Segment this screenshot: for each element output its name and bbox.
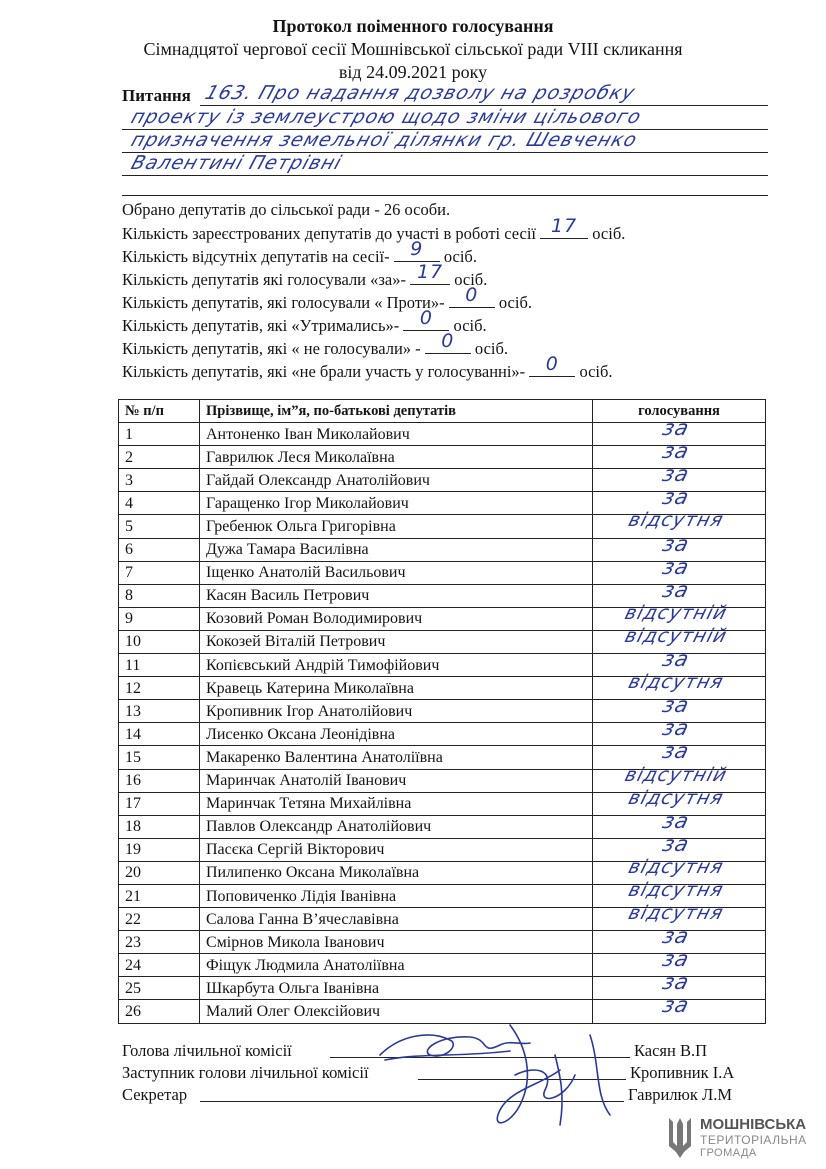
stat-label: Кількість депутатів які голосували «за»- [122, 270, 406, 289]
row-number: 12 [119, 677, 200, 700]
deputy-name: Лисенко Оксана Леонідівна [200, 723, 593, 746]
stat-registered [122, 215, 626, 244]
stat-label: Кількість відсутніх депутатів на сесії- [122, 247, 390, 266]
vote-handwritten: за [659, 577, 693, 602]
stat-voted-for [122, 261, 625, 290]
stat-value-field [540, 215, 588, 239]
row-number: 18 [119, 815, 200, 838]
vote-handwritten: відсутня [626, 902, 727, 925]
topic-handwritten-line-4: Валентині Петрівні [128, 152, 345, 174]
community-logo [666, 1116, 816, 1162]
vote-handwritten: за [659, 947, 693, 972]
row-number: 2 [119, 446, 200, 469]
topic-handwritten-line-1: 163. Про надання дозволу на розробку [202, 82, 639, 104]
trident-icon [666, 1116, 694, 1160]
vote-handwritten: за [659, 531, 693, 556]
deputy-name: Гаращенко Ігор Миколайович [200, 492, 593, 515]
row-number: 11 [119, 654, 200, 677]
vote-handwritten: за [659, 808, 693, 833]
topic-label: Питання [122, 86, 191, 105]
table-body [119, 416, 766, 1023]
chair-role: Голова лічильної комісії [122, 1041, 292, 1060]
vote-handwritten: за [659, 970, 693, 995]
row-number: 20 [119, 861, 200, 884]
deputy-name: Кропивник Ігор Анатолійович [200, 700, 593, 723]
vote-handwritten: за [659, 993, 693, 1018]
secretary-name: Гаврилюк Л.М [628, 1085, 733, 1104]
topic-handwritten-line-3: призначення земельної ділянки гр. Шевченко [128, 129, 641, 151]
stat-value: 9 [410, 238, 424, 260]
stat-value: 0 [465, 284, 479, 306]
column-header-name: Прізвище, ім”я, по-батькові депутатів [200, 400, 593, 423]
vote-handwritten: відсутня [626, 855, 727, 878]
stat-value: 17 [417, 261, 444, 283]
logo-line-2: ТЕРИТОРІАЛЬНА [700, 1133, 807, 1147]
row-number: 9 [119, 607, 200, 630]
topic-underline-5 [122, 195, 768, 196]
vote-handwritten: за [659, 716, 693, 741]
row-number: 15 [119, 746, 200, 769]
stat-value: 0 [545, 353, 559, 375]
row-number: 6 [119, 538, 200, 561]
document-title: Протокол поіменного голосування [272, 16, 554, 36]
deputy-name: Гаврилюк Леся Миколаївна [200, 446, 593, 469]
row-number: 5 [119, 515, 200, 538]
deputy-name: Макаренко Валентина Анатоліївна [200, 746, 593, 769]
vote-handwritten: відсутній [622, 601, 730, 624]
deputy-name: Пилипенко Оксана Миколаївна [200, 861, 593, 884]
stat-value-field [403, 307, 449, 331]
stat-value: 0 [419, 307, 433, 329]
vote-handwritten: за [659, 462, 693, 487]
deputy-name: Павлов Олександр Анатолійович [200, 815, 593, 838]
vote-handwritten: відсутній [622, 624, 730, 647]
deputy-name: Гребенюк Ольга Григорівна [200, 515, 593, 538]
deputy-name: Поповиченко Лідія Іванівна [200, 884, 593, 907]
deputy-name: Касян Василь Петрович [200, 584, 593, 607]
vote-handwritten: за [659, 416, 693, 441]
deputy-name: Копієвський Андрій Тимофійович [200, 654, 593, 677]
row-number: 7 [119, 561, 200, 584]
vote-handwritten: за [659, 693, 693, 718]
row-number: 13 [119, 700, 200, 723]
deputy-name: Шкарбута Ольга Іванівна [200, 977, 593, 1000]
row-number: 1 [119, 423, 200, 446]
column-header-number: № п/п [119, 400, 200, 423]
vote-statistics [122, 198, 625, 382]
stat-label: Кількість депутатів, які голосували « Проти»- [122, 293, 445, 312]
vote-handwritten: за [659, 554, 693, 579]
vote-handwritten: за [659, 739, 693, 764]
vote-handwritten: відсутня [626, 671, 727, 694]
deputy-name: Салова Ганна В’ячеславівна [200, 908, 593, 931]
stat-not-participated [122, 353, 625, 382]
row-number: 26 [119, 1000, 200, 1023]
stat-value: 17 [551, 215, 578, 237]
row-number: 8 [119, 584, 200, 607]
vote-handwritten: за [659, 647, 693, 672]
row-number: 3 [119, 469, 200, 492]
vote-handwritten: відсутня [626, 786, 727, 809]
vote-handwritten: відсутня [626, 509, 727, 532]
deputy-name: Антоненко Іван Миколайович [200, 423, 593, 446]
row-number: 22 [119, 908, 200, 931]
row-number: 23 [119, 931, 200, 954]
row-number: 4 [119, 492, 200, 515]
deputy-name: Пасєка Сергій Вікторович [200, 838, 593, 861]
deputy-name: Кравець Катерина Миколаївна [200, 677, 593, 700]
stat-unit: осіб. [443, 247, 477, 266]
vote-handwritten: відсутній [622, 763, 730, 786]
stat-label: Кількість депутатів, які «не брали участь у голосуванні»- [122, 362, 526, 381]
stat-voted-against [122, 284, 625, 313]
stat-value: 0 [441, 330, 455, 352]
chair-name: Касян В.П [634, 1041, 708, 1060]
deputy-name: Гайдай Олександр Анатолійович [200, 469, 593, 492]
vote-handwritten: відсутня [626, 878, 727, 901]
stat-label: Кількість депутатів, які « не голосували» - [122, 339, 421, 358]
row-number: 25 [119, 977, 200, 1000]
stat-unit: осіб. [454, 270, 488, 289]
stat-value-field [425, 330, 471, 354]
deputy-role: Заступник голови лічильної комісії [122, 1063, 369, 1082]
secretary-role: Секретар [122, 1085, 188, 1104]
stat-value-field [394, 238, 440, 262]
deputy-name: Козовий Роман Володимирович [200, 607, 593, 630]
deputy-name: Маринчак Тетяна Михайлівна [200, 792, 593, 815]
stat-unit: осіб. [453, 316, 487, 335]
topic-handwritten-line-2: проекту із землеустрою щодо зміни цільового [128, 106, 645, 128]
handwritten-signatures [360, 1015, 640, 1140]
stat-value-field [410, 261, 450, 285]
document-subtitle: Сімнадцятої чергової сесії Мошнівської сільської ради VIII скликання [143, 39, 683, 59]
stat-absent [122, 238, 625, 267]
column-header-vote: голосування [593, 400, 766, 423]
stat-label: Кількість зареєстрованих депутатів до участі в роботі сесії [122, 224, 537, 243]
stat-abstained [122, 307, 625, 336]
stat-unit: осіб. [592, 224, 626, 243]
deputy-name: Дужа Тамара Василівна [200, 538, 593, 561]
row-number: 14 [119, 723, 200, 746]
deputy-name: Малий Олег Олексійович [200, 1000, 593, 1023]
deputy-name: Кропивник І.А [630, 1063, 735, 1082]
roll-call-table [118, 399, 766, 1024]
stat-unit: осіб. [579, 362, 613, 381]
row-number: 24 [119, 954, 200, 977]
vote-handwritten: за [659, 485, 693, 510]
vote-handwritten: за [659, 924, 693, 949]
logo-line-1: МОШНІВСЬКА [700, 1116, 807, 1133]
deputy-name: Іщенко Анатолій Васильович [200, 561, 593, 584]
deputy-name: Кокозей Віталій Петрович [200, 630, 593, 653]
row-number: 21 [119, 884, 200, 907]
topic-underline-4 [122, 175, 768, 176]
deputy-name: Смірнов Микола Іванович [200, 931, 593, 954]
logo-line-3: ГРОМАДА [700, 1147, 757, 1159]
row-number: 19 [119, 838, 200, 861]
stat-value-field [529, 353, 575, 377]
deputy-name: Фіщук Людмила Анатоліївна [200, 954, 593, 977]
stat-unit: осіб. [498, 293, 532, 312]
deputy-name: Маринчак Анатолій Іванович [200, 769, 593, 792]
stat-label: Кількість депутатів, які «Утримались»- [122, 316, 400, 335]
stat-value-field [449, 284, 495, 308]
row-number: 10 [119, 630, 200, 653]
row-number: 17 [119, 792, 200, 815]
stat-elected: Обрано депутатів до сільської ради - 26 особи. [122, 200, 451, 219]
vote-handwritten: за [659, 831, 693, 856]
document-date: від 24.09.2021 року [338, 62, 488, 82]
stat-unit: осіб. [474, 339, 509, 358]
row-number: 16 [119, 769, 200, 792]
vote-handwritten: за [659, 439, 693, 464]
